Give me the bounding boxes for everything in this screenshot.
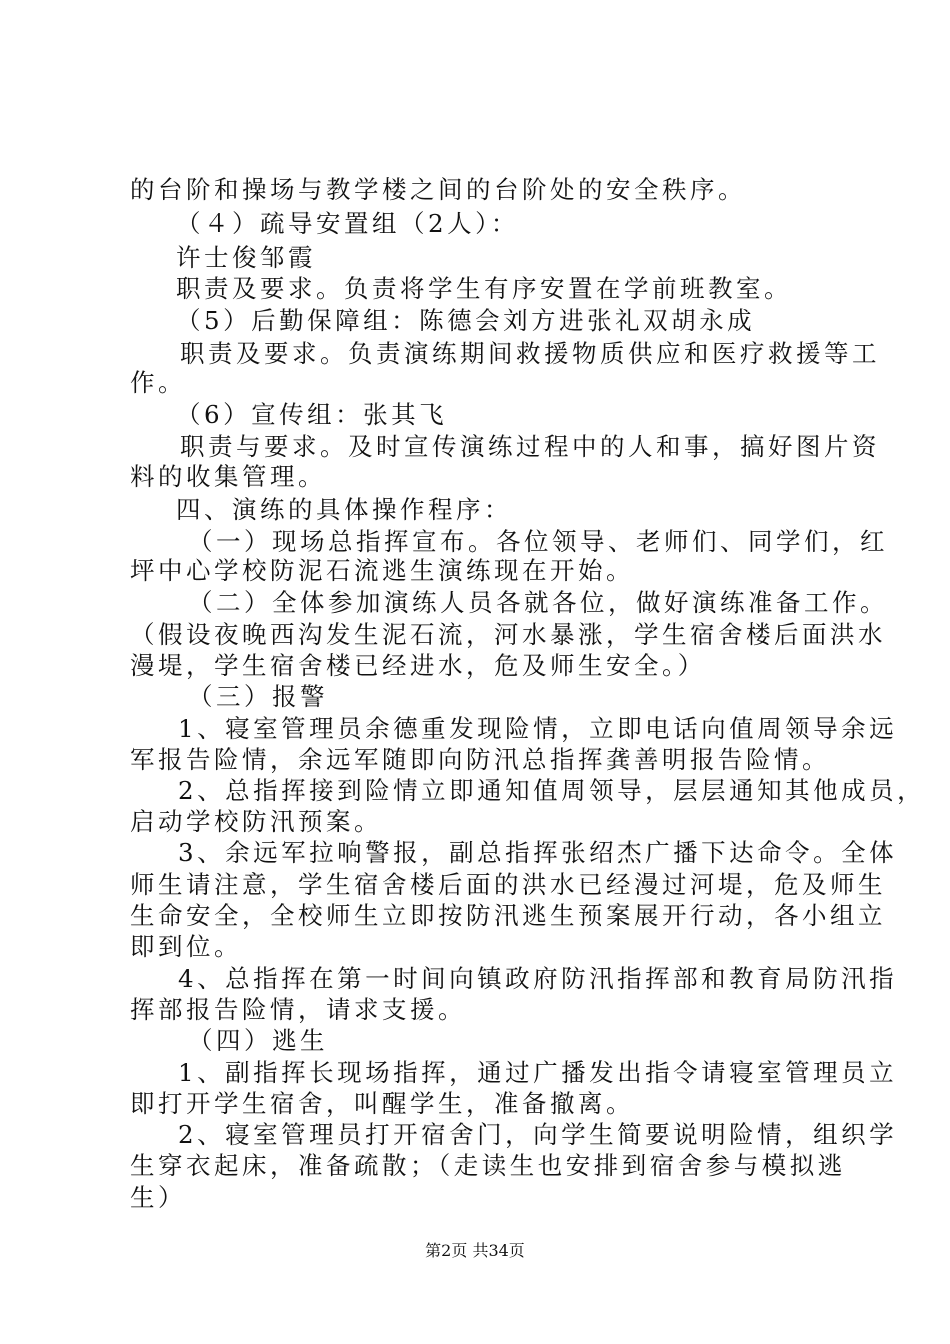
page-number-footer: 第2页 共34页 (425, 1241, 525, 1260)
text-line: （二）全体参加演练人员各就各位，做好演练准备工作。 (188, 588, 888, 617)
text-line: 师生请注意，学生宿舍楼后面的洪水已经漫过河堤，危及师生 (130, 870, 886, 899)
text-line: 4、总指挥在第一时间向镇政府防汛指挥部和教育局防汛指 (178, 964, 898, 993)
text-line: 2、总指挥接到险情立即通知值周领导，层层通知其他成员， (178, 776, 926, 805)
text-line: 职责及要求。负责将学生有序安置在学前班教室。 (176, 274, 792, 303)
text-line: 的台阶和操场与教学楼之间的台阶处的安全秩序。 (130, 175, 746, 204)
text-line: 作。 (130, 368, 186, 397)
section-heading: 四、演练的具体操作程序： (176, 495, 512, 524)
text-line: 许士俊邹霞 (176, 243, 316, 272)
text-line: （6）宣传组：张其飞 (176, 400, 448, 429)
text-line: 军报告险情，余远军随即向防汛总指挥龚善明报告险情。 (130, 745, 830, 774)
text-line: （假设夜晚西沟发生泥石流，河水暴涨，学生宿舍楼后面洪水 (130, 620, 886, 649)
text-line: （一）现场总指挥宣布。各位领导、老师们、同学们，红 (188, 527, 888, 556)
subsection-heading: （四）逃生 (188, 1026, 328, 1055)
text-line: 2、寝室管理员打开宿舍门，向学生简要说明险情，组织学 (178, 1120, 898, 1149)
text-line: （5）后勤保障组：陈德会刘方进张礼双胡永成 (176, 306, 756, 335)
text-line: 挥部报告险情，请求支援。 (130, 995, 466, 1024)
text-line: 即打开学生宿舍，叫醒学生，准备撤离。 (130, 1089, 634, 1118)
text-line: 料的收集管理。 (130, 462, 326, 491)
text-line: 1、寝室管理员余德重发现险情，立即电话向值周领导余远 (178, 714, 898, 743)
text-line: 生穿衣起床，准备疏散；（走读生也安排到宿舍参与模拟逃 (130, 1151, 846, 1180)
text-line: （４）疏导安置组（2人）： (176, 209, 519, 238)
text-line: 即到位。 (130, 932, 242, 961)
text-line: 1、副指挥长现场指挥，通过广播发出指令请寝室管理员立 (178, 1058, 898, 1087)
text-line: 启动学校防汛预案。 (130, 807, 382, 836)
text-line: 职责与要求。及时宣传演练过程中的人和事，搞好图片资 (180, 432, 880, 461)
text-line: 漫堤，学生宿舍楼已经进水，危及师生安全。） (130, 651, 706, 680)
text-line: 3、余远军拉响警报，副总指挥张绍杰广播下达命令。全体 (178, 838, 898, 867)
text-line: 生） (130, 1183, 186, 1212)
subsection-heading: （三）报警 (188, 682, 328, 711)
text-line: 职责及要求。负责演练期间救援物质供应和医疗救援等工 (180, 339, 880, 368)
text-line: 生命安全，全校师生立即按防汛逃生预案展开行动，各小组立 (130, 901, 886, 930)
text-line: 坪中心学校防泥石流逃生演练现在开始。 (130, 556, 634, 585)
